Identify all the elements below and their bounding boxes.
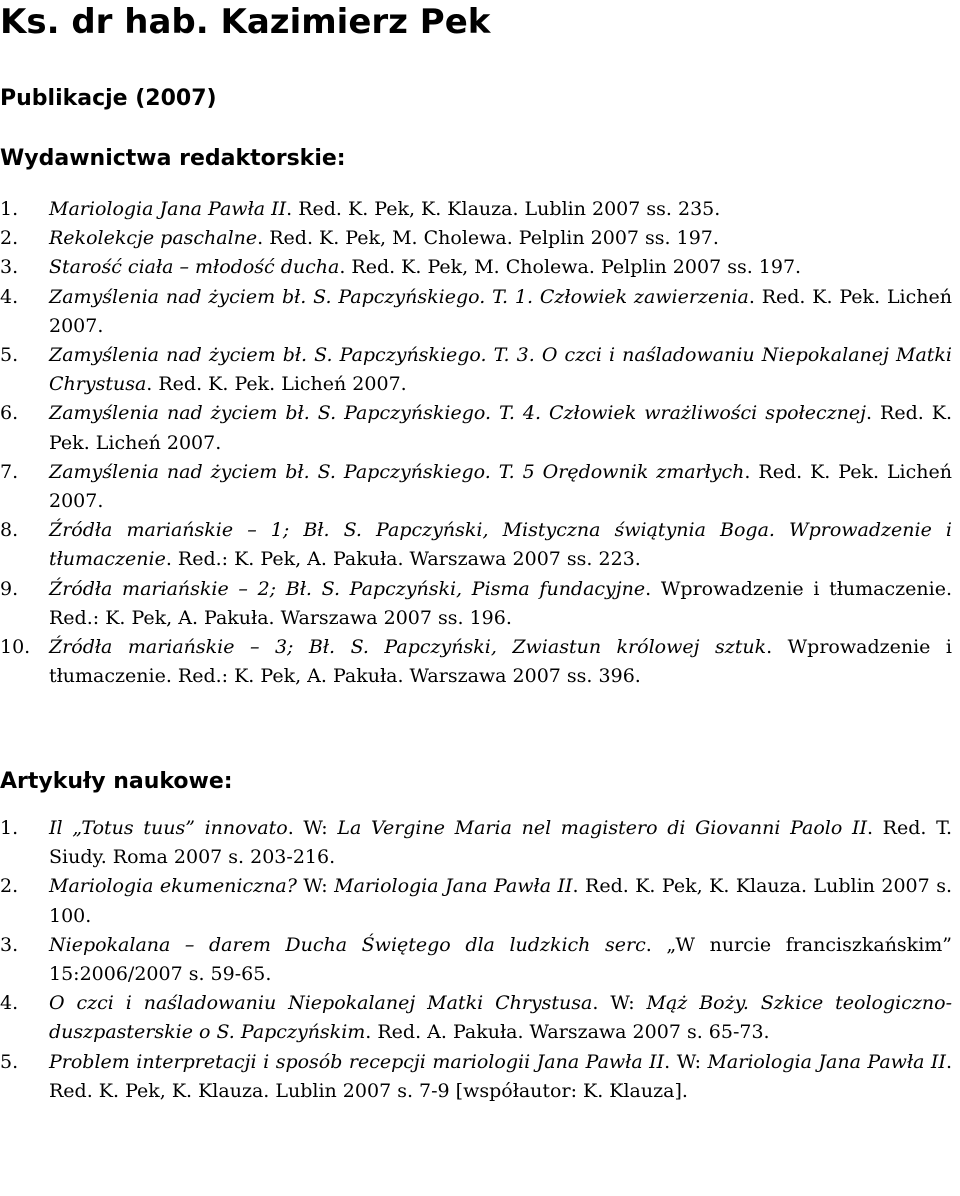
text-segment: . „W nurcie franciszkańskim” 15:2006/2007 s. 59-65. — [49, 933, 952, 986]
italic-segment: Mariologia ekumeniczna? — [49, 875, 297, 898]
italic-segment: Źródła mariańskie – 2; Bł. S. Papczyński, Pisma fundacyjne — [49, 577, 646, 600]
editorial-list — [0, 195, 952, 691]
item-number: 4. — [0, 285, 19, 308]
item-number: 5. — [0, 1050, 19, 1073]
item-text — [49, 575, 952, 633]
list-item — [0, 931, 952, 989]
italic-segment: Mariologia Jana Pawła II — [707, 1050, 946, 1073]
italic-segment: Problem interpretacji i sposób recepcji mariologii Jana Pawła II — [49, 1050, 665, 1073]
text-segment: . Red. K. Pek, K. Klauza. Lublin 2007 ss. 235. — [286, 198, 721, 220]
italic-segment: . Wprowadzenie i tłumaczenie — [49, 519, 952, 571]
italic-segment: O czci i naśladowaniu Niepokalanej Matki Chrystusa — [49, 992, 593, 1015]
item-number: 2. — [0, 875, 19, 898]
item-text — [49, 195, 952, 224]
list-item — [0, 399, 952, 457]
item-number: 3. — [0, 933, 19, 956]
item-number: 9. — [0, 577, 19, 600]
item-number: 1. — [0, 198, 19, 220]
italic-segment: Zamyślenia nad życiem bł. S. Papczyńskiego. T. 4. Człowiek wrażliwości społecznej — [49, 402, 867, 425]
text-segment: . Red. K. Pek. Licheń 2007. — [49, 285, 952, 337]
text-segment: . W: — [592, 992, 647, 1015]
italic-segment: Starość ciała – młodość ducha — [49, 256, 340, 279]
editorial-heading: Wydawnictwa redaktorskie: — [0, 146, 346, 171]
italic-segment: Mariologia Jana Pawła II — [49, 198, 287, 220]
list-item — [0, 253, 952, 282]
item-text — [49, 633, 952, 691]
list-item — [0, 195, 952, 224]
publications-heading: Publikacje (2007) — [0, 86, 217, 111]
list-item — [0, 1048, 952, 1106]
list-item — [0, 283, 952, 341]
italic-segment: Źródła mariańskie – 1; Bł. S. Papczyński, Mistyczna świątynia Boga — [49, 519, 769, 542]
item-number: 2. — [0, 227, 19, 250]
item-text — [49, 814, 952, 872]
list-item — [0, 633, 952, 691]
text-segment: . Red. K. Pek. Licheń 2007. — [49, 402, 953, 454]
text-segment: . Red. A. Pakuła. Warszawa 2007 s. 65-73. — [365, 1021, 770, 1044]
text-segment: W: — [296, 875, 335, 898]
item-number: 6. — [0, 402, 19, 425]
page-title: Ks. dr hab. Kazimierz Pek — [0, 2, 491, 42]
item-text — [49, 1048, 952, 1106]
italic-segment: Źródła mariańskie – 3; Bł. S. Papczyński, Zwiastun królowej sztuk — [49, 636, 767, 659]
item-text — [49, 931, 952, 989]
item-text — [49, 872, 952, 930]
italic-segment: Rekolekcje paschalne — [49, 227, 258, 250]
item-text — [49, 253, 952, 282]
item-text — [49, 399, 952, 457]
articles-heading: Artykuły naukowe: — [0, 769, 233, 794]
text-segment: . Red. K. Pek, M. Cholewa. Pelplin 2007 ss. 197. — [339, 256, 802, 279]
list-item — [0, 989, 952, 1047]
item-number: 1. — [0, 817, 19, 839]
item-number: 10. — [0, 636, 31, 659]
text-segment: . Red.: K. Pek, A. Pakuła. Warszawa 2007 ss. 196. — [49, 577, 953, 629]
item-number: 7. — [0, 460, 19, 483]
italic-segment: Zamyślenia nad życiem bł. S. Papczyńskiego. T. 3. O czci i naśladowaniu Niepokalanej Matki Chrystusa — [49, 344, 952, 396]
italic-segment: Mąż Boży. Szkice teologiczno-duszpasterskie o S. Papczyńskim — [49, 992, 952, 1044]
text-segment: . Red.: K. Pek, A. Pakuła. Warszawa 2007 ss. 396. — [165, 665, 641, 688]
item-text — [49, 283, 952, 341]
list-item — [0, 458, 952, 516]
item-text — [49, 516, 952, 574]
item-number: 8. — [0, 519, 19, 542]
list-item — [0, 224, 952, 253]
text-segment: . Red.: K. Pek, A. Pakuła. Warszawa 2007 ss. 223. — [165, 548, 641, 571]
item-number: 5. — [0, 344, 19, 367]
list-item — [0, 341, 952, 399]
text-segment: . Red. T. Siudy. Roma 2007 s. 203-216. — [49, 817, 953, 869]
italic-segment: Zamyślenia nad życiem bł. S. Papczyńskiego. T. 5 Orędownik zmarłych — [49, 460, 745, 483]
text-segment: . Red. K. Pek. Licheń 2007. — [146, 373, 407, 396]
italic-segment: La Vergine Maria nel magistero di Giovanni Paolo II — [337, 817, 867, 839]
italic-segment: Niepokalana – darem Ducha Świętego dla ludzkich serc — [49, 933, 646, 956]
list-item — [0, 872, 952, 930]
item-text — [49, 341, 952, 399]
text-segment: . W: — [664, 1050, 708, 1073]
text-segment: . Red. K. Pek, K. Klauza. Lublin 2007 s. 100. — [49, 875, 952, 927]
text-segment: . W: — [287, 817, 338, 839]
italic-segment: Il „Totus tuus” innovato — [49, 817, 288, 839]
item-text — [49, 989, 952, 1047]
item-text — [49, 224, 952, 253]
italic-segment: Zamyślenia nad życiem bł. S. Papczyńskiego. T. 1. Człowiek zawierzenia — [49, 285, 749, 308]
text-segment: . Wprowadzenie i tłumaczenie — [49, 636, 952, 688]
articles-list — [0, 814, 952, 1106]
italic-segment: Mariologia Jana Pawła II — [334, 875, 573, 898]
text-segment: . Red. K. Pek. Licheń 2007. — [49, 460, 952, 513]
item-text — [49, 458, 952, 516]
list-item — [0, 575, 952, 633]
list-item — [0, 516, 952, 574]
text-segment: . Wprowadzenie i tłumaczenie — [645, 577, 946, 600]
item-number: 3. — [0, 256, 19, 279]
text-segment: . Red. K. Pek, K. Klauza. Lublin 2007 s. 7-9 [współautor: K. Klauza]. — [49, 1050, 952, 1102]
list-item — [0, 814, 952, 872]
item-number: 4. — [0, 992, 19, 1015]
text-segment: . Red. K. Pek, M. Cholewa. Pelplin 2007 ss. 197. — [257, 227, 719, 250]
